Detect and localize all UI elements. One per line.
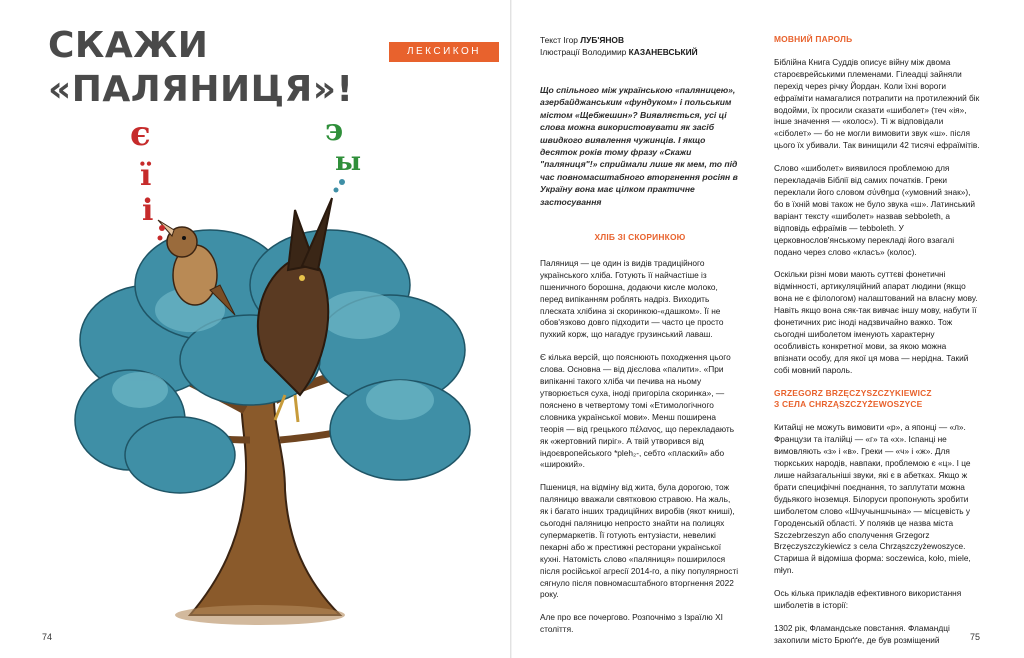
right-page [512, 0, 1024, 658]
body-paragraph: Паляниця — це один із видів традиційного українського хліба. Готують її найчастіше із пшеничного борошна, додаючи кисле молоко, перед випіканням роблять надріз. Виходить плеската хлібина зі скоринкою-«дашком». Її не обов'язково довго підходити — часто це просто пухкий корж, що нагадує грузинський лаваш. [540, 257, 724, 340]
body-paragraph: Слово «шиболет» виявилося проблемою для перекладачів Біблії від самих початків. Греки переклали його словом σύνθημα («умовний знак»), бо в їхній мові також не було звука «ш». Латинський варіант тексту «шиболет» назвав sebboleth, а відповідь ефраїмів — tebboleth. У церковнослов'янському перекладі його взагалі подано через слово «класъ» (колос). [774, 163, 976, 257]
page-number-left: 74 [42, 632, 53, 642]
section-heading-grzegorz [774, 388, 980, 412]
text-column-1 [540, 232, 740, 647]
body-paragraph: Китайці не можуть вимовити «р», а японці — «л». Французи та італійці — «г» та «х». Іспанці не вимовляють «з» і «в». Греки — «ч» і «ж». Для тюркських народів, навпаки, проблемою є «ц». І це лише найзагальніші звуки, які є в абетках. Якщо ж брати специфічні поєднання, то заплутати можна будьякого іноземця. Білоруси пропонують зробити шиболетом слово «Шчучыншчына» — місцевість у Городенській області. У поляків це назва міста Szczebrzeszyn або сполучення Grzegorz Brzęczyszczykiewicz з села Chrząszczyżewoszyce. Стариша й відоміша форма: soczewica, koło, miele, młyn. [774, 422, 971, 576]
letter-e-russian: э [325, 113, 344, 148]
rubric-label: ЛЕКСИКОН [389, 42, 499, 62]
lead-paragraph: Що спільного між українською «паляницею», азербайджанським «фундуком» і польським містом «Щебжешин»? Виявляється, усі ці слова можна використовувати як засіб швидкого виявлення чужинців. І якщо десяток років тому фразу «Скажи "паляниця"!» сприймали лише як мем, то під час повномасштабного вторгнення росіян в Україну вона має цілком практичне застосування [540, 85, 738, 207]
section-heading-grzegorz-line1: GRZEGORZ BRZĘCZYSZCZYKIEWICZ [774, 387, 932, 398]
illustration-author: КАЗАНЕВСЬКИЙ [628, 47, 698, 57]
letter-yi: ї [140, 158, 152, 193]
body-paragraph: Ось кілька прикладів ефективного використання шиболетів в історії: [774, 588, 962, 611]
text-credit-label: Текст Ігор [540, 35, 578, 45]
article-title [48, 24, 353, 112]
section-heading-bread: ХЛІБ ЗІ СКОРИНКОЮ [594, 232, 686, 242]
left-page [0, 0, 511, 658]
section-heading-grzegorz-line2: З СЕЛА CHRZĄSZCZYŻEWOSZYCE [774, 399, 923, 410]
section-heading-password: МОВНИЙ ПАРОЛЬ [774, 34, 853, 44]
text-column-2 [774, 34, 980, 658]
body-paragraph: 1302 рік, Фламандське повстання. Фламандці захопили місто Брюґґе, де був розміщений [774, 622, 950, 645]
body-paragraph: Оскільки різні мови мають суттєві фонетичні відмінності, артикуляційний апарат людини (якщо вона не є філологом) налаштований на власну мову. Навіть якщо вона сяк-так вивчає іншу мову, набути її фонетичних рис іноді надзвичайно важко. Тож сьогодні шиболетом іменують характерну особливість конкретної мови, за якою можна впізнати особу, для якої ця мова — нерідна. Такий собі мовний пароль. [774, 269, 978, 375]
tree-with-birds-illustration [70, 110, 510, 630]
illustration-credit-label: Ілюстрації Володимир [540, 47, 627, 57]
article-credits [540, 34, 698, 58]
text-credit [540, 34, 698, 46]
body-paragraph: Але про все почергово. Розпочнімо з Ізраїлю XI століття. [540, 612, 723, 635]
letter-y-russian: ы [335, 147, 362, 177]
body-paragraph: Є кілька версій, що пояснюють походження цього слова. Основна — від дієслова «палити». «При випіканні такого хліба чи печива на ньому утворюється суха, іноді пригоріла скоринка», — пояснено в четвертому томі «Етимологічного словника української мови». Менш поширена теорія — від грецького πέλανος, що перекладають як «жертовний пиріг». А твій утворився від індоєвропейського *pleh₂-, себто «плаский» або «широкий». [540, 352, 735, 470]
text-author: ЛУБ'ЯНОВ [580, 35, 624, 45]
page-number-right: 75 [969, 632, 980, 642]
body-paragraph: Пшениця, на відміну від жита, була дорогою, тож паляницю вважали святковою стравою. На жаль, як і багато інших традиційних виробів (якот книші), сьогодні паляницю непросто знайти на полицях супермаркетів. Її готують ентузіасти, невеликі пекарні або ж престижні ресторани української кухні. Натомість слово «паляниця» поширилося після російської агресії 2014-го, а піку популярності сягнуло після повномасштабного вторгнення 2022 року. [540, 482, 739, 600]
body-paragraph: Біблійна Книга Суддів описує війну між двома староєврейськими племенами. Гілеадці зайняли перехід через річку Йордан. Коли їхні вороги ефраїміти намагалися потрапити на протилежний бік водойми, їх просили сказати «шиболет» (теч «ія», інше значення — «колос»). Ті ж відповідали «сіболет» — бо не могли вимовити звук «ш». після цього їх убивали. Так винищили 42 тисячі ефраїмітів. [774, 56, 980, 151]
letter-i: і [142, 193, 154, 228]
title-line-2: «ПАЛЯНИЦЯ»! [48, 69, 354, 110]
illustration-credit [540, 46, 698, 58]
title-line-1: СКАЖИ [48, 25, 209, 66]
letter-ye: є [130, 114, 151, 154]
